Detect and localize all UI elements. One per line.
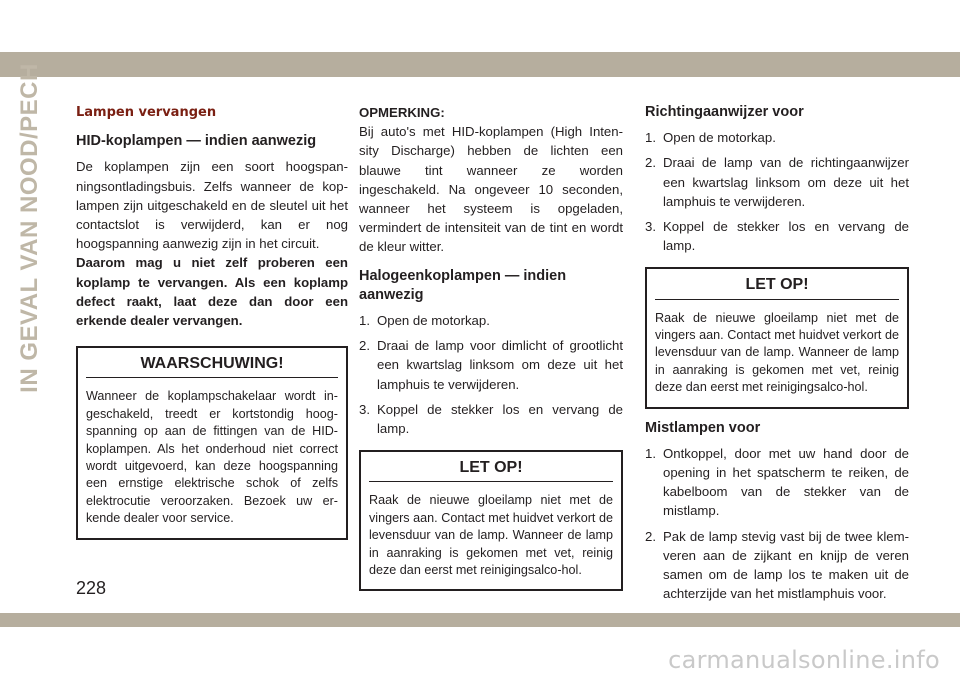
list-item: 1. Open de motorkap. xyxy=(359,313,490,329)
list-item: 1. Ontkoppel, door met uw hand door de opening in het spatscherm te reiken, de kabelboom van de stekker van de mistlamp. xyxy=(645,445,909,519)
column-2 xyxy=(359,103,623,591)
warning-text: Wanneer de koplampschakelaar wordt in-geschakeld, treedt er kortstondig hoog-spanning op aan de fittingen van de HID-koplampen. Als het onderhoud niet correct wordt uitgevoerd, kan deze hoogspanning een ernstige elektrische schok of zelfs elektrocutie veroorzaken. Bezoek uw er-kende dealer voor service. xyxy=(86,389,338,526)
list-item: 2. Draai de lamp voor dimlicht of grootlicht een kwartslag linksom om deze uit het lamphuis te verwijderen. xyxy=(359,338,623,392)
hid-paragraph: De koplampen zijn een soort hoogspan-ningsontladingsbuis. Zelfs wanneer de kop-lampen zijn uitgeschakeld en de sleutel uit het contactslot is verwijderd, kan er nog hoogspanning aanwezig zijn in het circuit. xyxy=(76,159,348,252)
footer-band xyxy=(0,613,960,627)
hid-heading: HID-koplampen — indien aanwezig xyxy=(76,133,317,150)
caution-title: LET OP! xyxy=(369,452,613,482)
warning-box xyxy=(76,346,348,539)
list-item: 2. Draai de lamp van de richtingaanwijzer een kwartslag linksom om deze uit het lamphuis te verwijderen. xyxy=(645,155,909,209)
list-item: 3. Koppel de stekker los en vervang de lamp. xyxy=(359,401,623,437)
turn-signal-heading: Richtingaanwijzer voor xyxy=(645,104,804,120)
list-item: 2. Pak de lamp stevig vast bij de twee klem-veren aan de zijkant en knijp de veren samen om de lamp los te maken uit de achterzijde van het mistlamphuis voor. xyxy=(645,528,909,602)
note-title: OPMERKING: xyxy=(359,105,445,120)
page-number: 228 xyxy=(76,578,107,598)
caution-box xyxy=(645,267,909,408)
header-band xyxy=(0,52,960,77)
warning-title: WAARSCHUWING! xyxy=(86,348,338,378)
list-item: 3. Koppel de stekker los en vervang de lamp. xyxy=(645,219,909,254)
chapter-tab-label: IN GEVAL VAN NOOD/PECH xyxy=(16,62,44,393)
list-item: 1. Open de motorkap. xyxy=(645,130,776,146)
section-title: Lampen vervangen xyxy=(76,105,217,120)
caution-box xyxy=(359,450,623,591)
column-3 xyxy=(645,103,909,609)
fog-lamp-steps xyxy=(645,444,909,604)
chapter-tab xyxy=(10,62,50,393)
caution-title: LET OP! xyxy=(655,269,899,299)
halogen-heading: Halogeenkoplampen — indien aanwezig xyxy=(359,267,567,303)
note-text: Bij auto's met HID-koplampen (High Inten-sity Discharge) hebben de lichten een blauwe tint wanneer ze worden ingeschakeld. Na ongeveer 10 seconden, wanneer het systeem is opgeladen, vermindert de intensiteit van de tint en wordt de kleur witter. xyxy=(359,124,623,255)
fog-lamp-heading: Mistlampen voor xyxy=(645,419,761,436)
turn-signal-steps xyxy=(645,128,909,255)
column-1 xyxy=(76,103,348,540)
hid-bold-paragraph: Daarom mag u niet zelf proberen een koplamp te vervangen. Als een koplamp defect raakt, laat deze dan door een erkende dealer vervangen. xyxy=(76,255,348,329)
watermark: carmanualsonline.info xyxy=(668,646,940,674)
caution-text: Raak de nieuwe gloeilamp niet met de vingers aan. Contact met huidvet verkort de levensduur van de lamp. Wanneer de lamp in aanraking is gekomen met vet, reinig deze dan eerst met reinigingsalco-hol. xyxy=(655,310,899,395)
caution-text: Raak de nieuwe gloeilamp niet met de vingers aan. Contact met huidvet verkort de levensduur van de lamp. Wanneer de lamp in aanraking is gekomen met vet, reinig deze dan eerst met reinigingsalco-hol. xyxy=(369,493,613,578)
halogen-steps xyxy=(359,311,623,438)
